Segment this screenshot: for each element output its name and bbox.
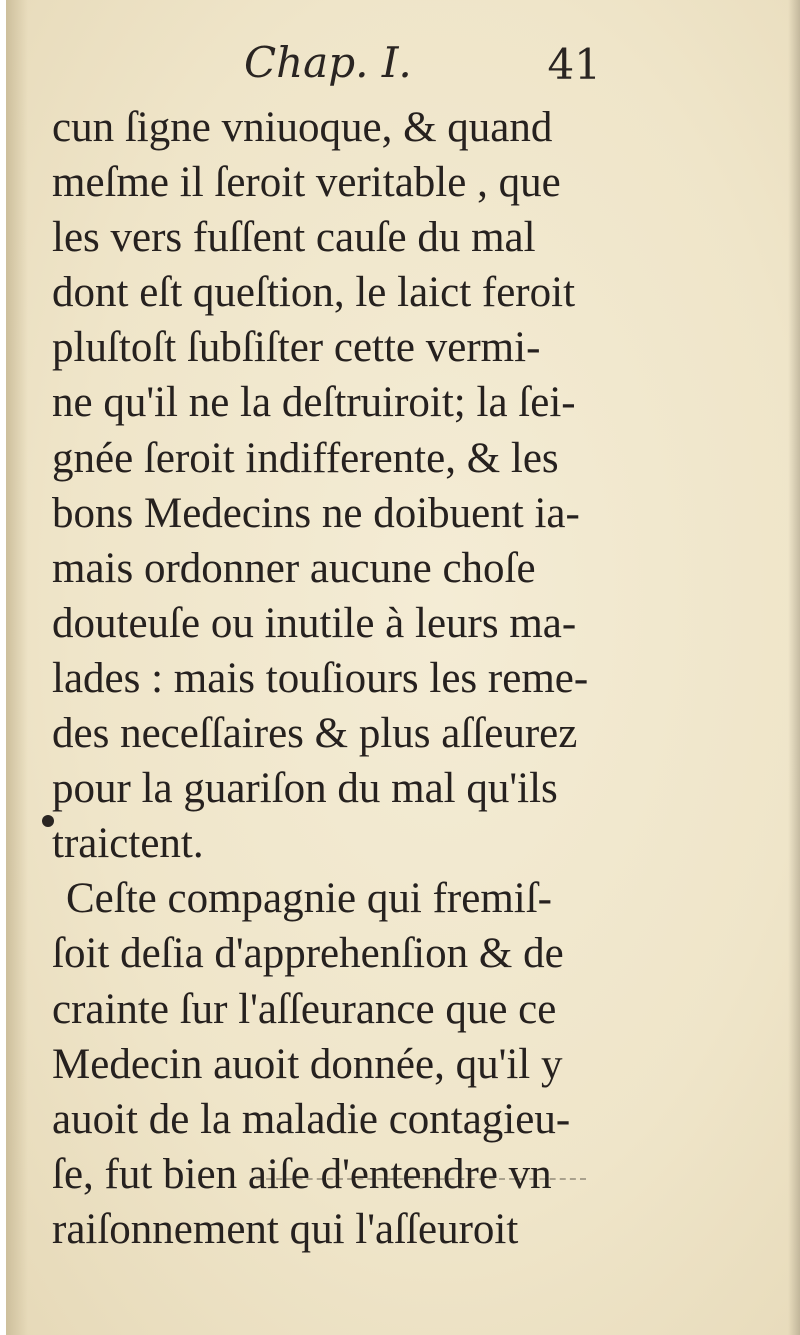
text-line: pour la guariſon du mal qu'ils (52, 765, 558, 813)
text-line: lades : mais touſiours les reme- (52, 654, 589, 702)
page-number: 41 (547, 40, 601, 89)
text-line: des neceſſaires & plus aſſeurez (52, 710, 578, 758)
text-line: ſe, fut bien aiſe d'entendre vn (52, 1150, 552, 1198)
text-line: traictent. (52, 820, 204, 868)
text-line: auoit de la maladie contagieu- (52, 1095, 571, 1143)
text-line: gnée ſeroit indifferente, & les (52, 434, 559, 482)
text-line: meſme il ſeroit veritable , que (52, 159, 561, 207)
text-line: bons Medecins ne doibuent ia- (52, 489, 580, 537)
running-header (236, 38, 611, 108)
text-line: pluſtoſt ſubſiſter cette vermi- (52, 324, 541, 372)
text-line: crainte ſur l'aſſeurance que ce (52, 985, 557, 1033)
body-text (52, 100, 612, 1257)
text-line: Medecin auoit donnée, qu'il y (52, 1040, 563, 1088)
text-line: Ceſte compagnie qui fremiſ- (66, 875, 552, 923)
bottom-rule (256, 1178, 586, 1186)
text-line: dont eſt queſtion, le laict feroit (52, 269, 576, 317)
chapter-title: Chap. I. (244, 38, 412, 87)
book-page (6, 0, 800, 1335)
text-line: raiſonnement qui l'aſſeuroit (52, 1205, 519, 1253)
text-line: cun ſigne vniuoque, & quand (52, 104, 553, 151)
text-line: mais ordonner aucune choſe (52, 544, 536, 592)
text-line: ne qu'il ne la deſtruiroit; la ſei- (52, 379, 576, 427)
text-line: ſoit deſia d'apprehenſion & de (52, 930, 564, 978)
text-line: douteuſe ou inutile à leurs ma- (52, 599, 577, 647)
text-line: les vers fuſſent cauſe du mal (52, 214, 536, 262)
